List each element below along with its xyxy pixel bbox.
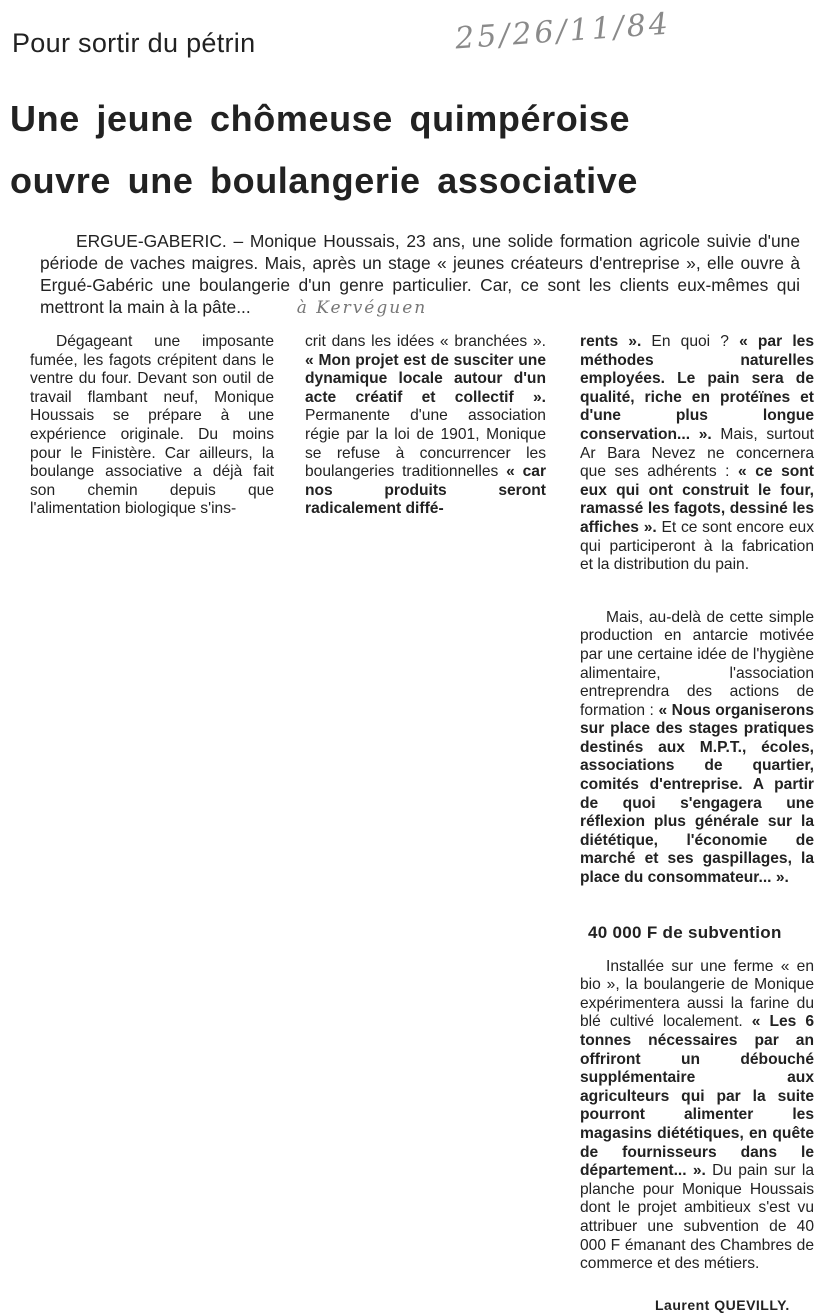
handwritten-date: 25/26/11/84 xyxy=(454,6,672,57)
article-header xyxy=(0,0,826,220)
lead-paragraph xyxy=(40,230,800,319)
column-3b-quote: « Nous organiserons sur place des stages pratiques destinés aux M.P.T., écoles, associations de quartier, comités d'entreprise. A partir de quoi s'engagera une réflexion plus générale sur la diététique, l'économie de marché et ses gaspillages, la place du consommateur... ». xyxy=(580,701,815,887)
column-3-stack xyxy=(580,333,814,1314)
article-columns xyxy=(0,333,826,1314)
column-2 xyxy=(305,333,546,519)
column-2-quote-2: « car nos produits seront radicalement diffé- xyxy=(305,463,547,518)
headline-line-1: Une jeune chômeuse quimpéroise xyxy=(10,98,631,139)
lead-text: ERGUE-GABERIC. – Monique Houssais, 23 ans, une solide formation agricole suivie d'une période de vaches maigres. Mais, après un stage « jeunes créateurs d'entreprise », elle ouvre à Ergué-Gabéric une boulangerie d'un genre particulier. Car, ce sont les clients eux-mêmes qui mettront la main à la pâte... xyxy=(40,231,800,317)
column-3-quote-3: « ce sont eux qui ont construit le four, ramassé les fagots, dessiné les affiches ». xyxy=(580,463,814,536)
handwritten-note: à Kervéguen xyxy=(296,298,428,318)
column-3-quote-1: rents ». xyxy=(580,333,642,350)
column-2-quote-1: « Mon projet est de susciter une dynamique locale autour d'un acte créatif et collectif ». xyxy=(305,351,546,406)
author-signature: Laurent QUEVILLY. xyxy=(655,1296,790,1313)
column-1-text: Dégageant une imposante fumée, les fagots crépitent dans le ventre du four. Devant son outil de travail flambant neuf, Monique Houssais se prépare à une expérience originale. Du moins pour le Finistère. Car ailleurs, la boulange associative a déjà fait son chemin depuis que l'alimentation biologique s'ins- xyxy=(30,333,274,518)
column-1 xyxy=(30,333,274,519)
column-3b-text: Mais, au-delà de cette simple production en antarcie motivée par une certaine idée de l'hygiène alimentaire, l'association entreprendra des actions de formation : xyxy=(580,608,814,719)
headline-line-2: ouvre une boulangerie associative xyxy=(10,160,639,201)
column-3c-text-2: Du pain sur la planche pour Monique Houssais dont le projet ambitieux s'est vu attribuer une subvention de 40 000 F émanant des Chambres de commerce et des métiers. xyxy=(580,1162,814,1273)
column-3-quote-2: « par les méthodes naturelles employées. Le pain sera de qualité, riche en protéïnes et d'une plus longue conservation... ». xyxy=(580,333,814,443)
subheading: 40 000 F de subvention xyxy=(588,922,782,942)
column-3c-text-1: Installée sur une ferme « en bio », la boulangerie de Monique expérimentera aussi la farine du blé cultivé localement. xyxy=(580,957,814,1031)
column-3-text-1: En quoi ? xyxy=(641,333,740,350)
column-3-text-3: Et ce sont encore eux qui participeront à la fabrication et la distribution du pain. xyxy=(580,518,814,574)
column-2-text-2: Permanente d'une association régie par la loi de 1901, Monique se refuse à concurrencer les boulangeries traditionnelles xyxy=(305,407,546,481)
column-2-text-1: crit dans les idées « branchées ». xyxy=(305,333,546,350)
column-3-paragraph-3 xyxy=(580,958,814,1274)
column-3 xyxy=(580,333,814,575)
column-3c-quote: « Les 6 tonnes nécessaires par an offriront un débouché supplémentaire aux agriculteurs qui par la suite pourront alimenter les magasins diététiques, en quête de fournisseurs dans le département... ». xyxy=(580,1013,814,1180)
column-3-text-2: Mais, surtout Ar Bara Nevez ne concernera que ses adhérents : xyxy=(580,425,814,481)
column-3-paragraph-2 xyxy=(580,609,814,888)
kicker: Pour sortir du pétrin xyxy=(12,28,256,58)
